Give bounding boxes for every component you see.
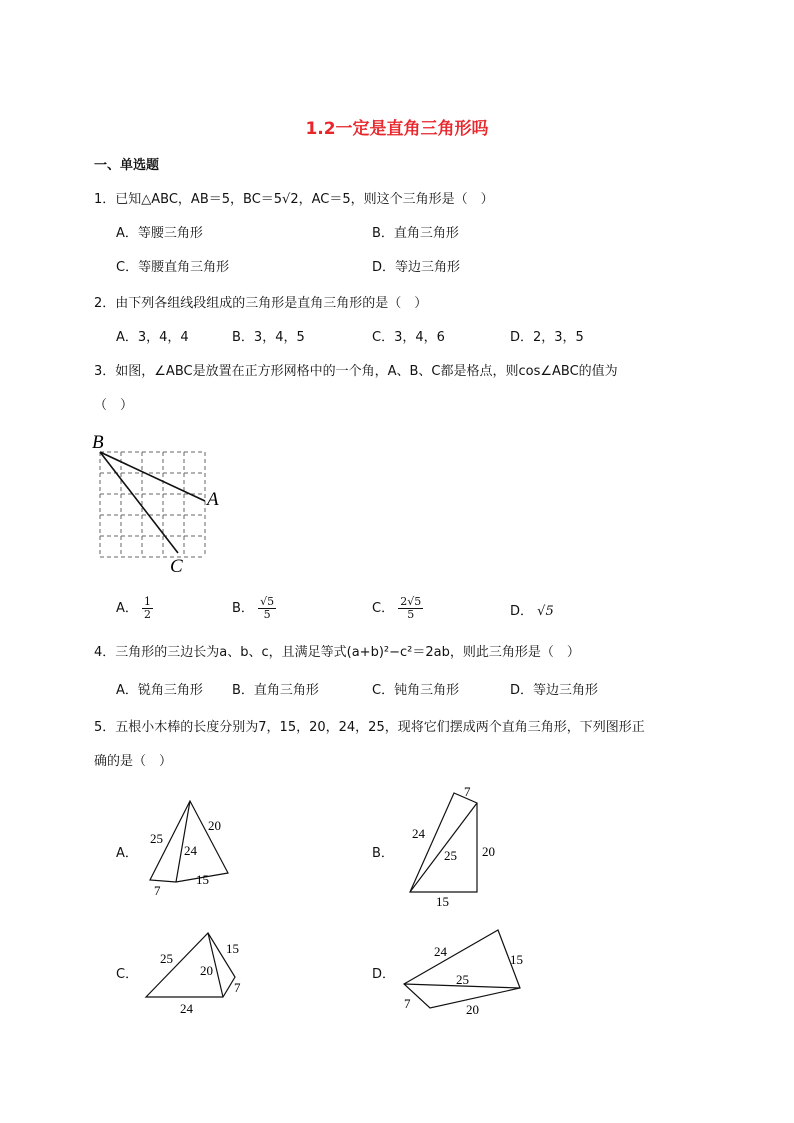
q3-a-numerator: 1 — [144, 595, 152, 608]
q3-option-d[interactable] — [510, 600, 554, 619]
q3-option-d-value: √5 — [537, 604, 554, 619]
q3-option-c[interactable] — [372, 596, 423, 621]
q5a-diagonal — [176, 801, 190, 882]
q3-option-b[interactable] — [232, 596, 276, 621]
q3-b-denominator: 5 — [263, 608, 271, 621]
q4-option-d[interactable]: D．等边三角形 — [510, 683, 599, 698]
q3-grid — [100, 452, 205, 557]
q3-a-denominator: 2 — [144, 608, 152, 621]
q5a-label-15: 15 — [196, 872, 209, 887]
page-title: 1.2一定是直角三角形吗 — [305, 119, 489, 139]
q5b-label-15: 15 — [436, 894, 449, 909]
q5d-label-24: 24 — [434, 944, 447, 959]
q3-option-c-letter: C． — [372, 601, 395, 616]
q5b-label-20: 20 — [482, 844, 495, 859]
q3-grid-figure — [86, 428, 226, 578]
q5a-label-24: 24 — [184, 843, 197, 858]
q5d-label-20: 20 — [466, 1002, 479, 1017]
q5b-outline — [410, 793, 477, 892]
q5-figure-b — [400, 782, 510, 912]
q4-option-c[interactable]: C．钝角三角形 — [372, 683, 460, 698]
q5c-label-25: 25 — [160, 951, 173, 966]
q2-option-c[interactable]: C．3，4，6 — [372, 330, 445, 345]
q4-option-b[interactable]: B．直角三角形 — [232, 683, 319, 698]
q3-option-b-letter: B． — [232, 601, 254, 616]
q5c-label-20: 20 — [200, 963, 213, 978]
question-5-stem-cont: 确的是（ ） — [94, 754, 173, 769]
q5b-label-24: 24 — [412, 826, 425, 841]
q5a-label-25: 25 — [150, 831, 163, 846]
q5-figure-c — [140, 925, 252, 1020]
point-c-label: C — [170, 556, 183, 577]
q5-option-a[interactable]: A． — [116, 846, 138, 861]
q3-option-a[interactable] — [116, 596, 153, 621]
q3-option-c-fraction — [398, 596, 423, 621]
question-4-stem: 4．三角形的三边长为a、b、c，且满足等式(a+b)²−c²＝2ab，则此三角形是（ ） — [94, 645, 580, 660]
q5d-label-15: 15 — [510, 952, 523, 967]
q5d-label-7: 7 — [404, 996, 411, 1011]
q1-option-c[interactable]: C．等腰直角三角形 — [116, 260, 230, 275]
q5-figure-a — [140, 795, 240, 900]
q1-option-b[interactable]: B．直角三角形 — [372, 226, 459, 241]
q3-option-b-fraction — [258, 596, 276, 621]
q5a-label-7: 7 — [154, 883, 161, 898]
question-3-stem-cont: （ ） — [94, 398, 134, 413]
point-b-label: B — [92, 432, 104, 453]
question-3-stem: 3．如图，∠ABC是放置在正方形网格中的一个角，A、B、C都是格点，则cos∠ABC的值为 — [94, 364, 618, 379]
q3-b-numerator: √5 — [260, 595, 275, 608]
q3-option-a-letter: A． — [116, 601, 138, 616]
q5-figure-d — [398, 922, 538, 1022]
q5c-label-15: 15 — [226, 941, 239, 956]
q4-option-a[interactable]: A．锐角三角形 — [116, 683, 203, 698]
q5c-label-24: 24 — [180, 1001, 193, 1016]
q2-option-b[interactable]: B．3，4，5 — [232, 330, 305, 345]
q1-option-a[interactable]: A．等腰三角形 — [116, 226, 203, 241]
q5-option-b[interactable]: B． — [372, 846, 394, 861]
q5-option-c[interactable]: C． — [116, 967, 139, 982]
segment-bc — [100, 452, 178, 553]
q3-option-d-letter: D． — [510, 604, 534, 619]
question-2-stem: 2．由下列各组线段组成的三角形是直角三角形的是（ ） — [94, 296, 428, 311]
q5b-label-25: 25 — [444, 848, 457, 863]
q3-c-numerator: 2√5 — [400, 595, 422, 608]
section-heading: 一、单选题 — [94, 158, 160, 173]
q5a-label-20: 20 — [208, 818, 221, 833]
q3-option-a-fraction — [142, 596, 153, 621]
q1-option-d[interactable]: D．等边三角形 — [372, 260, 461, 275]
q2-option-d[interactable]: D．2，3，5 — [510, 330, 584, 345]
question-1-stem: 1．已知△ABC，AB＝5，BC＝5√2，AC＝5，则这个三角形是（ ） — [94, 192, 494, 207]
q5b-label-7: 7 — [464, 784, 471, 799]
q5d-label-25: 25 — [456, 972, 469, 987]
q3-c-denominator: 5 — [407, 608, 415, 621]
q2-option-a[interactable]: A．3，4，4 — [116, 330, 189, 345]
q5-option-d[interactable]: D． — [372, 967, 396, 982]
point-a-label: A — [207, 489, 219, 510]
q5c-label-7: 7 — [234, 980, 241, 995]
question-5-stem: 5．五根小木棒的长度分别为7，15，20，24，25，现将它们摆成两个直角三角形，下列图形正 — [94, 720, 645, 735]
q5d-outline — [404, 930, 520, 1008]
